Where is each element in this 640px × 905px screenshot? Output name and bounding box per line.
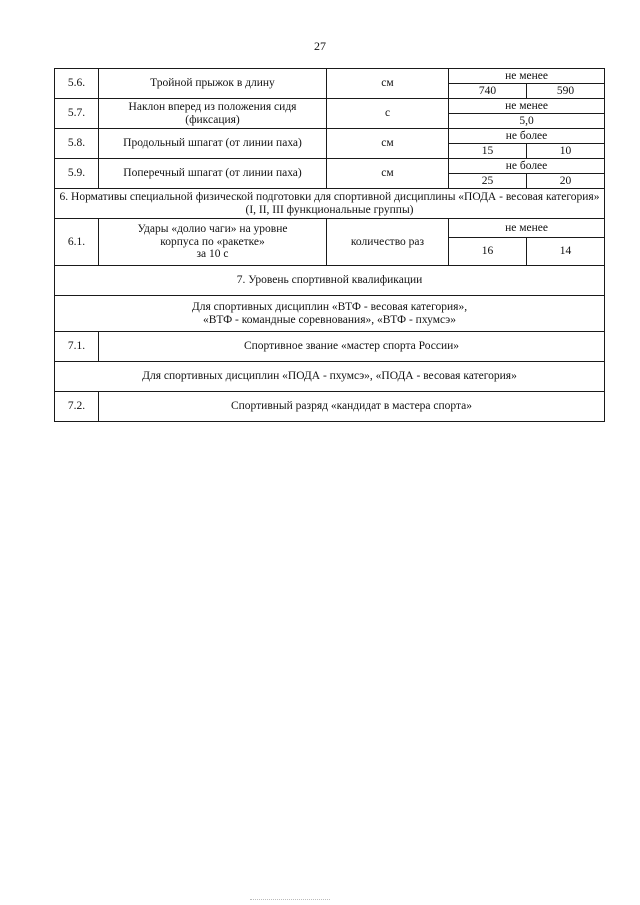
condition-cell: не менее bbox=[449, 219, 605, 238]
unit-cell: с bbox=[327, 99, 449, 129]
row-number: 5.9. bbox=[55, 159, 99, 189]
table-row bbox=[55, 332, 605, 362]
unit-cell: см bbox=[327, 129, 449, 159]
section-6-title: 6. Нормативы специальной физической подготовки для спортивной дисциплины «ПОДА - весовая категория» (I, II, III функциональные группы) bbox=[55, 189, 605, 219]
exercise-name: Продольный шпагат (от линии паха) bbox=[99, 129, 327, 159]
condition-cell: не более bbox=[449, 159, 605, 174]
row-number: 7.2. bbox=[55, 392, 99, 422]
qualification-text: Спортивный разряд «кандидат в мастера спорта» bbox=[99, 392, 605, 422]
discipline-group-2: Для спортивных дисциплин «ПОДА - пхумсэ», «ПОДА - весовая категория» bbox=[55, 362, 605, 392]
row-number: 6.1. bbox=[55, 219, 99, 266]
value-cell: 5,0 bbox=[449, 114, 605, 129]
discipline-group-line: «ВТФ - командные соревнования», «ВТФ - пхумсэ» bbox=[203, 313, 456, 326]
discipline-group-1 bbox=[55, 296, 605, 332]
unit-cell: см bbox=[327, 159, 449, 189]
footer-scan-marks bbox=[250, 899, 330, 903]
group-header-row bbox=[55, 362, 605, 392]
section-header-row bbox=[55, 266, 605, 296]
exercise-name-line: за 10 с bbox=[196, 248, 229, 261]
table-row bbox=[55, 159, 605, 174]
group-header-row bbox=[55, 296, 605, 332]
condition-cell: не менее bbox=[449, 69, 605, 84]
value-cell: 15 bbox=[449, 144, 527, 159]
table-row bbox=[55, 99, 605, 114]
unit-cell: количество раз bbox=[327, 219, 449, 266]
table-row bbox=[55, 129, 605, 144]
section-7-title: 7. Уровень спортивной квалификации bbox=[55, 266, 605, 296]
exercise-name: Поперечный шпагат (от линии паха) bbox=[99, 159, 327, 189]
table-row bbox=[55, 219, 605, 238]
value-cell: 590 bbox=[527, 84, 605, 99]
row-number: 5.6. bbox=[55, 69, 99, 99]
value-cell: 25 bbox=[449, 174, 527, 189]
table-row bbox=[55, 69, 605, 84]
qualification-text: Спортивное звание «мастер спорта России» bbox=[99, 332, 605, 362]
table-row bbox=[55, 392, 605, 422]
value-cell: 20 bbox=[527, 174, 605, 189]
norms-table bbox=[54, 68, 605, 422]
exercise-name: Тройной прыжок в длину bbox=[99, 69, 327, 99]
row-number: 5.8. bbox=[55, 129, 99, 159]
exercise-name-line: корпуса по «ракетке» bbox=[160, 235, 265, 248]
value-cell: 740 bbox=[449, 84, 527, 99]
row-number: 5.7. bbox=[55, 99, 99, 129]
condition-cell: не более bbox=[449, 129, 605, 144]
exercise-name-line: Удары «долио чаги» на уровне bbox=[137, 223, 288, 236]
condition-cell: не менее bbox=[449, 99, 605, 114]
discipline-group-line: Для спортивных дисциплин «ВТФ - весовая категория», bbox=[191, 300, 468, 313]
section-header-row bbox=[55, 189, 605, 219]
exercise-name: Наклон вперед из положения сидя (фиксация) bbox=[99, 99, 327, 129]
row-number: 7.1. bbox=[55, 332, 99, 362]
unit-cell: см bbox=[327, 69, 449, 99]
exercise-name bbox=[99, 219, 327, 266]
value-cell: 14 bbox=[527, 238, 605, 266]
page-number: 27 bbox=[314, 39, 326, 53]
value-cell: 16 bbox=[449, 238, 527, 266]
value-cell: 10 bbox=[527, 144, 605, 159]
